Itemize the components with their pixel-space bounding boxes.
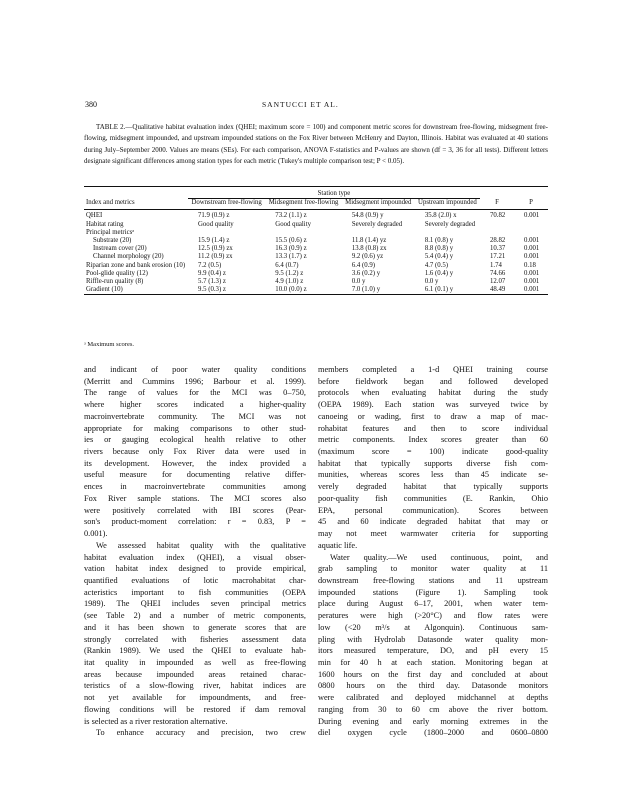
- text-line: poor-quality fish communities (E. Rankin, Ohio: [318, 493, 548, 503]
- table-cell: 54.8 (0.9) y: [351, 212, 384, 220]
- table-cell: 3.6 (0.2) y: [351, 269, 381, 277]
- text-line: were calibrated and deployed midchannel at depths: [318, 693, 548, 703]
- text-line: useful measure for documenting relative differ-: [84, 470, 306, 480]
- table-cell: [265, 229, 342, 237]
- text-line: grab sampling to monitor water quality at 11: [318, 564, 548, 574]
- text-line: (Rankin 1989). We used the QHEI to evaluate hab-: [84, 646, 306, 656]
- table-cell: 28.82: [490, 237, 506, 245]
- text-line: were positively correlated with IBI scores (Pear-: [84, 505, 306, 515]
- text-line: itat quality in impounded as well as free-flowing: [84, 657, 306, 667]
- text-line: its development. However, the index provided a: [84, 458, 306, 468]
- body-column-left: [84, 364, 306, 739]
- text-line: During evening and early morning extremes in the: [318, 716, 548, 726]
- text-line: before fieldwork began and followed developed: [318, 376, 548, 386]
- table-cell: 15.5 (0.6) z: [275, 237, 307, 245]
- text-line: teristics of a slow-flowing river, habitat indices are: [84, 681, 306, 691]
- text-line: not yet available for impoundments, and free-: [84, 693, 306, 703]
- row-label: Riffle-run quality (8): [86, 278, 144, 286]
- table-cell: 71.9 (0.9) z: [198, 212, 230, 220]
- table-cell: 74.66: [490, 269, 506, 277]
- column-header: Upstream impounded: [415, 199, 480, 210]
- table-cell: [480, 221, 514, 229]
- text-line: quantified evaluations of lotic macrohabitat char-: [84, 575, 306, 585]
- table-cell: [514, 221, 548, 229]
- table-cell: [188, 229, 265, 237]
- row-label: Instream cover (20): [93, 245, 147, 253]
- table-cell: 4.7 (0.5): [424, 261, 449, 269]
- page-number: 380: [85, 100, 97, 109]
- table-cell: 16.3 (0.9) z: [275, 245, 307, 253]
- text-line: ences in macroinvertebrate communities among: [84, 482, 306, 492]
- row-label: Habitat rating: [86, 220, 124, 228]
- table-row: [84, 210, 548, 221]
- text-line: habitat that typically supports diverse fish com-: [318, 458, 548, 468]
- text-line: impounded stations (Figure 1). Sampling took: [318, 587, 548, 597]
- text-line: and indicant of poor water quality conditions: [84, 365, 306, 374]
- text-line: diel oxygen cycle (1800–2000 and 0600–0800: [318, 728, 548, 738]
- text-line: habitat evaluation index (QHEI), a visual obser-: [84, 552, 306, 562]
- table-cell: 6.1 (0.1) y: [424, 286, 454, 294]
- row-label: Principal metricsᵃ: [86, 228, 135, 236]
- table-row: [84, 245, 548, 253]
- column-header: Downstream free-flowing: [188, 199, 265, 210]
- column-header: Midsegment free-flowing: [265, 199, 342, 210]
- text-line: rohabitat features and then to score individual: [318, 423, 548, 433]
- table-cell: 0.001: [524, 245, 540, 253]
- table-cell: 6.4 (0.7): [275, 261, 299, 269]
- group-header: Station type: [188, 187, 480, 199]
- row-label: Channel morphology (20): [93, 253, 164, 261]
- table-cell: 0.001: [524, 237, 540, 245]
- row-label: Gradient (10): [86, 286, 123, 294]
- text-line: members completed a 1-d QHEI training course: [318, 365, 548, 374]
- text-line: The range of values for the MCI was 0–750,: [84, 388, 306, 398]
- text-line: ies or gauging ecological health relative to other: [84, 435, 306, 445]
- text-line: acteristics important to fish communities (OEPA: [84, 587, 306, 597]
- text-line: rivers because only Fox River data were used in: [84, 447, 306, 457]
- table-row: [84, 262, 548, 270]
- table-cell: [480, 229, 514, 237]
- table-cell: 0.001: [524, 286, 540, 294]
- table-cell: 9.9 (0.4) z: [198, 269, 226, 277]
- table-cell: 12.5 (0.9) zx: [198, 245, 233, 253]
- table-cell: 5.7 (1.3) z: [198, 278, 226, 286]
- text-line: flowing conditions will be restored if dam removal: [84, 704, 306, 714]
- text-line: (maximum score = 100) indicate good-quality: [318, 447, 548, 457]
- text-line: low (<20 m³/s at Algonquin). Continuous sam-: [318, 622, 548, 632]
- text-line: vation habitat index designed to provide empirical,: [84, 564, 306, 574]
- table-cell: 0.001: [524, 278, 540, 286]
- text-line: To enhance accuracy and precision, two crew: [96, 728, 306, 738]
- text-line: 0800 hours on the third day. Datasonde monitors: [318, 681, 548, 691]
- table-cell: 9.5 (1.2) z: [275, 269, 304, 277]
- table-cell: 15.9 (1.4) z: [198, 237, 230, 245]
- table-cell: 10.37: [490, 245, 506, 253]
- table-cell: 1.74: [490, 261, 502, 269]
- table-row: [84, 229, 548, 237]
- running-head: SANTUCCI ET AL.: [262, 100, 339, 109]
- text-line: son's product-moment correlation: r = 0.83, P =: [84, 517, 306, 527]
- table-cell: 5.4 (0.4) y: [424, 253, 454, 261]
- text-line: We assessed habitat quality with the qualitative: [96, 540, 306, 550]
- text-line: 45 and 60 indicate degraded habitat that may or: [318, 517, 548, 527]
- table-cell: [514, 229, 548, 237]
- column-header: F: [480, 199, 514, 210]
- text-line: 1989). The QHEI includes seven principal metrics: [84, 599, 306, 609]
- table-cell: 70.82: [490, 212, 506, 220]
- text-line: (see Table 2) and a number of metric components,: [84, 611, 306, 621]
- table-row: [84, 278, 548, 286]
- table-cell: 8.1 (0.8) y: [424, 237, 454, 245]
- text-line: where higher scores indicated a higher-quality: [84, 400, 306, 410]
- text-line: is selected as a river restoration alternative.: [84, 716, 228, 726]
- table-cell: 0.001: [524, 212, 540, 220]
- table-cell: Good quality: [275, 220, 311, 228]
- text-line: Fox River sample stations. The MCI scores also: [84, 493, 306, 503]
- text-line: (OEPA 1989). Each station was surveyed twice by: [318, 400, 548, 410]
- table-cell: 13.3 (1.7) z: [275, 253, 307, 261]
- table-cell: 7.2 (0.5): [198, 261, 222, 269]
- row-label: Pool-glide quality (12): [86, 269, 148, 277]
- row-label: QHEI: [86, 212, 103, 220]
- table-row: [84, 237, 548, 245]
- body-column-right: [318, 364, 548, 739]
- text-line: metric components. Index scores greater than 60: [318, 435, 548, 445]
- text-line: min for 40 h at each station. Monitoring began at: [318, 657, 548, 667]
- table-cell: [342, 229, 415, 237]
- text-line: protocols when evaluating habitat during the study: [318, 388, 548, 398]
- text-line: Water quality.—We used continuous, point, and: [330, 552, 548, 562]
- text-line: and it has been shown to generate scores that are: [84, 622, 306, 632]
- table-cell: Severely degraded: [424, 220, 476, 228]
- table-cell: 6.4 (0.9): [351, 261, 376, 269]
- table-caption: TABLE 2.—Qualitative habitat evaluation index (QHEI; maximum score = 100) and component metric scores for downstream free-flowing, midsegment free-flowing, midsegment impounded, and upstream impounded stations on the Fox River between McHenry and Dayton, Illinois. Habitat was evaluated at 40 stations during July–September 2000. Values are means (SEs). For each comparison, ANOVA F-statistics and P-values are shown (df = 3, 36 for all tests). Different letters designate significant differences among station types for each metric (Tukey's multiple comparison test; P < 0.05).: [84, 123, 548, 166]
- text-line: downstream free-flowing stations and 11 upstream: [318, 575, 548, 585]
- table-cell: 17.21: [490, 253, 506, 261]
- text-line: place during August 6–17, 2001, when water tem-: [318, 599, 548, 609]
- text-line: peratures were high (>20°C) and flow rates were: [318, 611, 548, 621]
- results-table: [84, 186, 548, 295]
- row-label: Riparian zone and bank erosion (10): [86, 261, 186, 269]
- column-header: Midsegment impounded: [342, 199, 415, 210]
- column-header: Index and metrics: [84, 199, 188, 210]
- table-cell: 11.2 (0.9) zx: [198, 253, 233, 261]
- table-cell: 9.2 (0.6) yz: [351, 253, 384, 261]
- text-line: 0.001).: [84, 529, 108, 539]
- table-cell: 7.0 (1.0) y: [351, 286, 381, 294]
- text-line: ranging from 30 to 60 cm above the river bottom.: [318, 704, 548, 714]
- table-cell: 0.001: [524, 269, 540, 277]
- text-line: munities, whereas scores less than 45 indicate se-: [318, 470, 548, 480]
- text-line: macroinvertebrate community. The MCI was not: [84, 411, 306, 421]
- table-cell: 73.2 (1.1) z: [275, 212, 307, 220]
- table-row: [84, 270, 548, 278]
- table-cell: 0.0 y: [351, 278, 366, 286]
- table-row: [84, 286, 548, 295]
- row-label: Substrate (20): [93, 237, 132, 245]
- table-cell: 8.8 (0.8) y: [424, 245, 454, 253]
- table-cell: Severely degraded: [351, 220, 403, 228]
- text-line: canoeing or wading, first to draw a map of mac-: [318, 411, 548, 421]
- table-cell: 12.07: [490, 278, 506, 286]
- text-line: pling with Hydrolab Datasonde water quality mon-: [318, 634, 548, 644]
- table-cell: Good quality: [198, 220, 234, 228]
- table-cell: 10.0 (0.0) z: [275, 286, 307, 294]
- text-line: areas because impounded areas retained charac-: [84, 669, 306, 679]
- text-line: may not meet warmwater criteria for supporting: [318, 529, 548, 539]
- table-cell: [415, 229, 480, 237]
- table-footnote: ᵃ Maximum scores.: [84, 341, 134, 348]
- table-cell: 4.9 (1.0) z: [275, 278, 304, 286]
- column-header: P: [514, 199, 548, 210]
- table-cell: 0.18: [524, 261, 536, 269]
- table-cell: 11.8 (1.4) yz: [351, 237, 387, 245]
- table-cell: 1.6 (0.4) y: [424, 269, 454, 277]
- table-cell: 0.0 y: [424, 278, 439, 286]
- text-line: itors measured temperature, DO, and pH every 15: [318, 646, 548, 656]
- text-line: appropriate for making comparisons to other stud-: [84, 423, 306, 433]
- table-row: [84, 253, 548, 261]
- text-line: 1600 hours on the first day and concluded at about: [318, 669, 548, 679]
- text-line: EPA, personal communication). Scores between: [318, 505, 548, 515]
- table-cell: 48.49: [490, 286, 506, 294]
- text-line: verely degraded habitat that typically supports: [318, 482, 548, 492]
- text-line: strongly correlated with fisheries assessment data: [84, 634, 306, 644]
- table-cell: 35.8 (2.0) x: [424, 212, 457, 220]
- table-cell: 0.001: [524, 253, 540, 261]
- text-line: aquatic life.: [318, 540, 358, 550]
- table-cell: 9.5 (0.3) z: [198, 286, 226, 294]
- table-row: [84, 221, 548, 229]
- text-line: (Merritt and Cummins 1996; Barbour et al. 1999).: [84, 376, 306, 386]
- table-cell: 13.8 (0.8) zx: [351, 245, 387, 253]
